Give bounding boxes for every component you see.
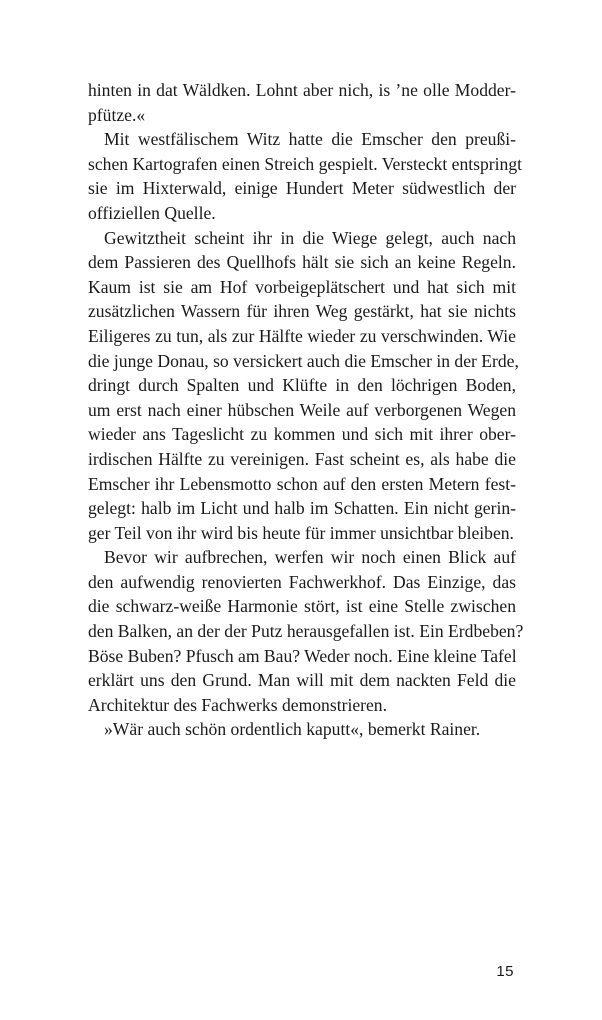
text-line: irdischen Hälfte zu vereinigen. Fast scheint es, als habe die: [88, 448, 516, 469]
text-line: sie im Hixterwald, einige Hundert Meter südwestlich der: [88, 178, 516, 199]
text-line: »Wär auch schön ordentlich kaputt«, bemerkt Rainer.: [104, 719, 481, 740]
page-number: 15: [496, 963, 514, 980]
text-line: Eiligeres zu tun, als zur Hälfte wieder zu verschwinden. Wie: [88, 325, 516, 346]
text-line: wieder ans Tageslicht zu kommen und sich mit ihrer ober-: [88, 424, 516, 445]
body-text: [88, 78, 524, 742]
text-line: um erst nach einer hübschen Weile auf verborgenen Wegen: [88, 399, 516, 420]
text-line: Architektur des Fachwerks demonstrieren.: [88, 694, 387, 715]
text-line: Emscher ihr Lebensmotto schon auf den ersten Metern fest-: [88, 473, 516, 494]
text-line: erklärt uns den Grund. Man will mit dem nackten Feld die: [88, 670, 516, 691]
text-line: den aufwendig renovierten Fachwerkhof. Das Einzige, das: [88, 571, 516, 592]
text-line: schen Kartografen einen Streich gespielt. Versteckt entspringt: [88, 153, 523, 174]
text-line: Mit westfälischem Witz hatte die Emscher den preußi-: [104, 129, 516, 150]
text-line: Kaum ist sie am Hof vorbeigeplätschert und hat sich mit: [88, 276, 516, 297]
text-line: gelegt: halb im Licht und halb im Schatten. Ein nicht gerin-: [88, 498, 516, 519]
text-line: pfütze.«: [88, 104, 146, 125]
text-line: Böse Buben? Pfusch am Bau? Weder noch. Eine kleine Tafel: [88, 645, 517, 666]
text-line: dem Passieren des Quellhofs hält sie sich an keine Regeln.: [88, 252, 516, 273]
text-line: die junge Donau, so versickert auch die Emscher in der Erde,: [88, 350, 519, 371]
text-line: ger Teil von ihr wird bis heute für immer unsichtbar bleiben.: [88, 522, 514, 543]
text-line: die schwarz-weiße Harmonie stört, ist eine Stelle zwischen: [88, 596, 516, 617]
text-line: Bevor wir aufbrechen, werfen wir noch einen Blick auf: [104, 547, 516, 568]
text-line: offiziellen Quelle.: [88, 202, 216, 223]
text-line: zusätzlichen Wassern für ihren Weg gestärkt, hat sie nichts: [88, 301, 516, 322]
text-line: hinten in dat Wäldken. Lohnt aber nich, is ’ne olle Modder-: [88, 80, 516, 100]
text-line: den Balken, an der der Putz herausgefallen ist. Ein Erdbeben?: [88, 621, 524, 642]
text-line: Gewitztheit scheint ihr in die Wiege gelegt, auch nach: [104, 227, 516, 248]
text-line: dringt durch Spalten und Klüfte in den löchrigen Boden,: [88, 375, 516, 396]
